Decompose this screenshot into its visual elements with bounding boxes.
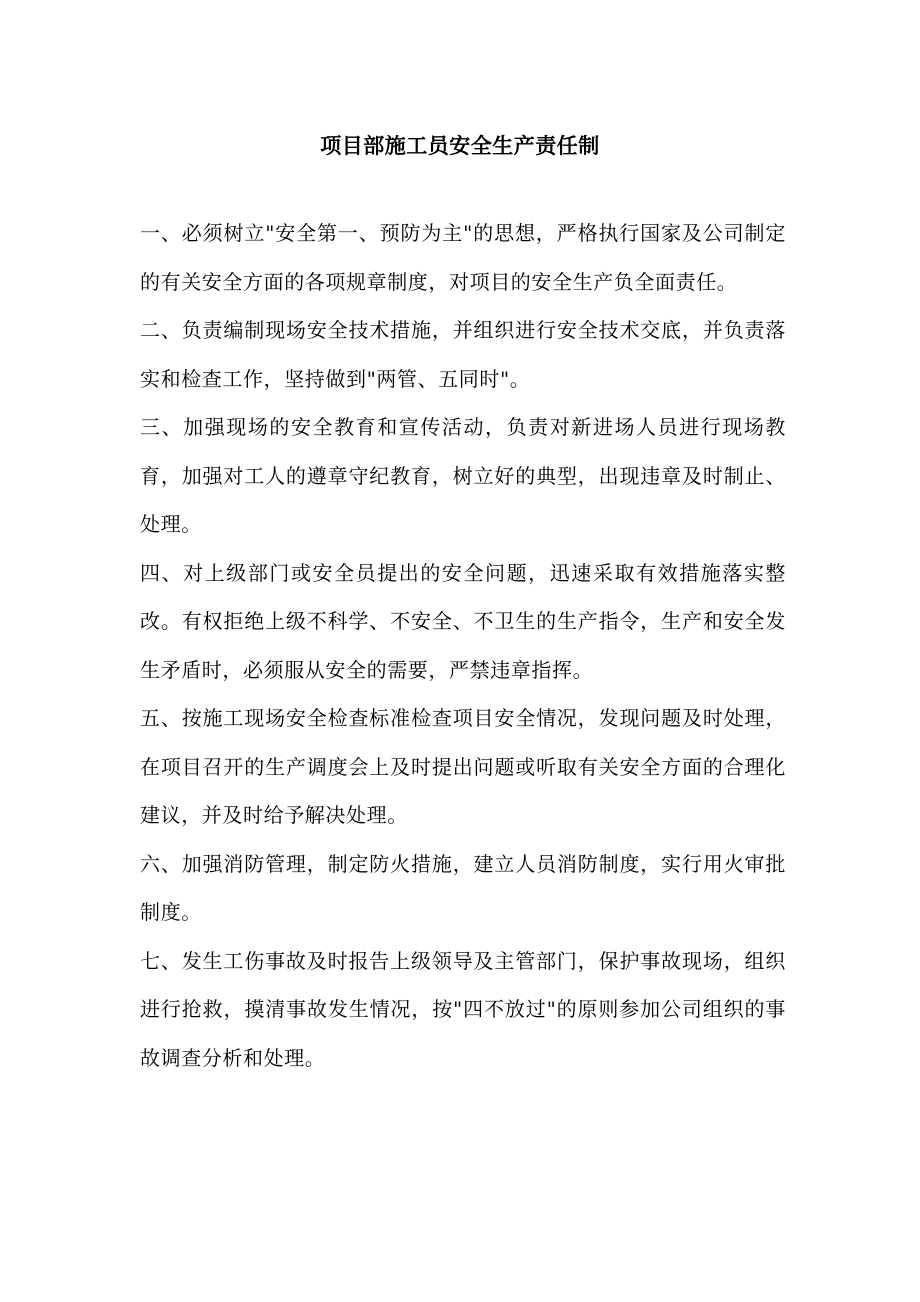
paragraph-7: 七、发生工伤事故及时报告上级领导及主管部门，保护事故现场，组织进行抢救，摸清事故发生情况，按"四不放过"的原则参加公司组织的事故调查分析和处理。 bbox=[140, 948, 786, 1070]
paragraph-5: 五、按施工现场安全检查标准检查项目安全情况，发现问题及时处理，在项目召开的生产调度会上及时提出问题或听取有关安全方面的合理化建议，并及时给予解决处理。 bbox=[140, 706, 786, 827]
document-body bbox=[140, 209, 786, 1082]
paragraph-4: 四、对上级部门或安全员提出的安全问题，迅速采取有效措施落实整改。有权拒绝上级不科学、不安全、不卫生的生产指令，生产和安全发生矛盾时，必须服从安全的需要，严禁违章指挥。 bbox=[140, 560, 786, 682]
document-title: 项目部施工员安全生产责任制 bbox=[320, 133, 600, 158]
paragraph-6: 六、加强消防管理，制定防火措施，建立人员消防制度，实行用火审批制度。 bbox=[140, 851, 786, 924]
paragraph-3: 三、加强现场的安全教育和宣传活动，负责对新进场人员进行现场教育，加强对工人的遵章守纪教育，树立好的典型，出现违章及时制止、处理。 bbox=[140, 415, 786, 536]
paragraph-1: 一、必须树立"安全第一、预防为主"的思想，严格执行国家及公司制定的有关安全方面的各项规章制度，对项目的安全生产负全面责任。 bbox=[140, 221, 786, 294]
paragraph-2: 二、负责编制现场安全技术措施，并组织进行安全技术交底，并负责落实和检查工作，坚持做到"两管、五同时"。 bbox=[140, 318, 786, 391]
